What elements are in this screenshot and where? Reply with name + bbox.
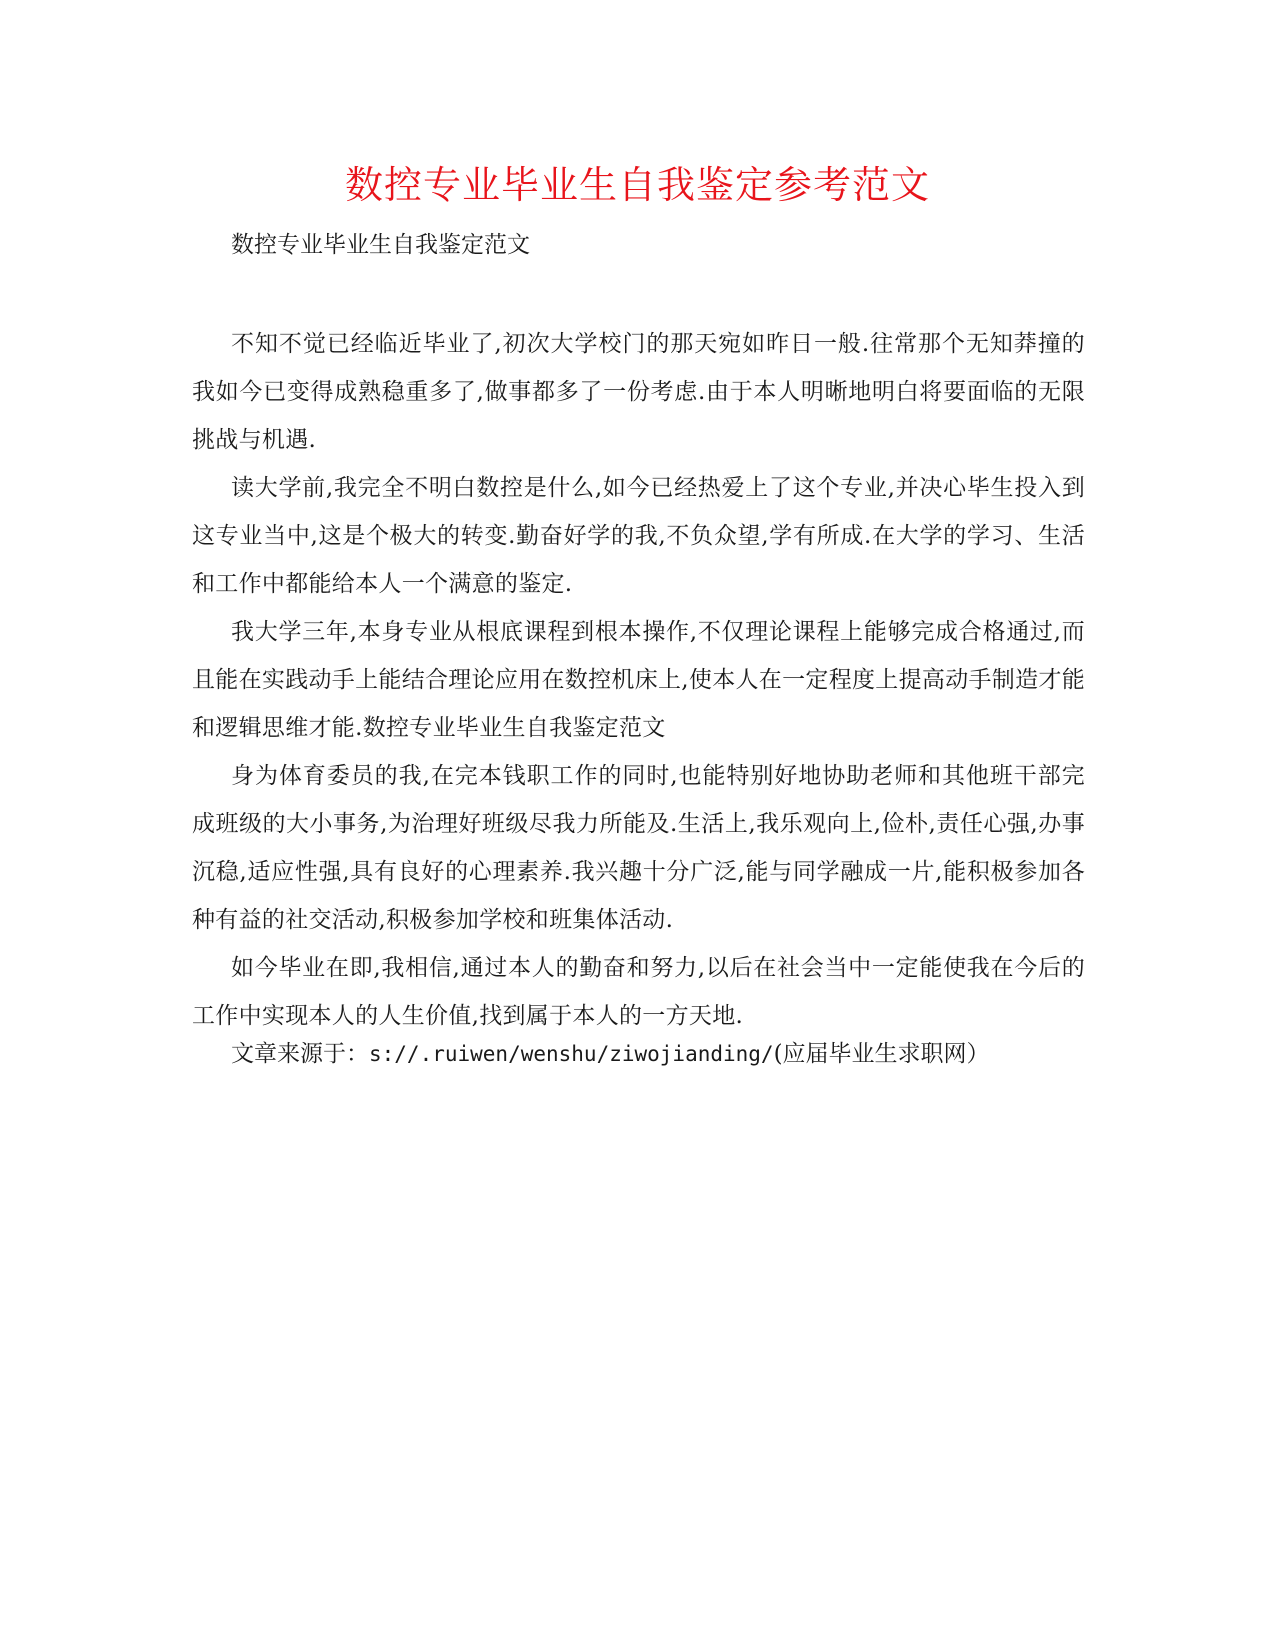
source-url: s://.ruiwen/wenshu/ziwojianding/ xyxy=(369,1042,774,1066)
document-body xyxy=(192,320,1085,1040)
source-label: 文章来源于： xyxy=(231,1041,369,1067)
paragraph: 我大学三年,本身专业从根底课程到根本操作,不仅理论课程上能够完成合格通过,而且能在实践动手上能结合理论应用在数控机床上,使本人在一定程度上提高动手制造才能和逻辑思维才能.数控专业毕业生自我鉴定范文 xyxy=(192,619,1086,741)
paragraph: 不知不觉已经临近毕业了,初次大学校门的那天宛如昨日一般.往常那个无知莽撞的我如今已变得成熟稳重多了,做事都多了一份考虑.由于本人明晰地明白将要面临的无限挑战与机遇. xyxy=(192,331,1085,453)
source-line xyxy=(231,1039,990,1069)
source-note: (应届毕业生求职网） xyxy=(773,1041,990,1067)
document-title: 数控专业毕业生自我鉴定参考范文 xyxy=(344,163,930,207)
document-subtitle: 数控专业毕业生自我鉴定范文 xyxy=(231,232,530,258)
paragraph: 身为体育委员的我,在完本钱职工作的同时,也能特别好地协助老师和其他班干部完成班级的大小事务,为治理好班级尽我力所能及.生活上,我乐观向上,俭朴,责任心强,办事沉稳,适应性强,具有良好的心理素养.我兴趣十分广泛,能与同学融成一片,能积极参加各种有益的社交活动,积极参加学校和班集体活动. xyxy=(192,763,1085,933)
paragraph: 如今毕业在即,我相信,通过本人的勤奋和努力,以后在社会当中一定能使我在今后的工作中实现本人的人生价值,找到属于本人的一方天地. xyxy=(192,955,1085,1029)
paragraph: 读大学前,我完全不明白数控是什么,如今已经热爱上了这个专业,并决心毕生投入到这专业当中,这是个极大的转变.勤奋好学的我,不负众望,学有所成.在大学的学习、生活和工作中都能给本人一个满意的鉴定. xyxy=(192,475,1085,597)
